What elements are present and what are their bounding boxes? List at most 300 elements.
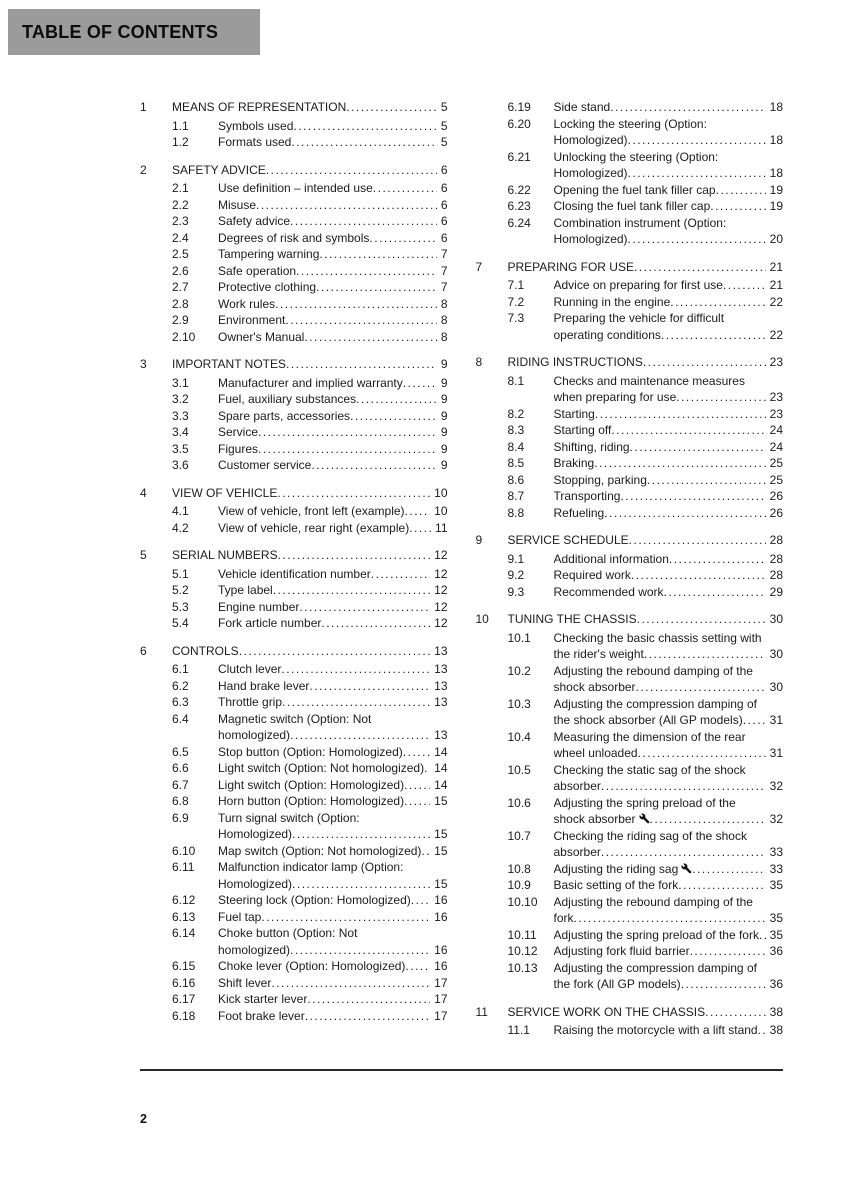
- toc-entry-title-text: Fuel tap: [218, 909, 262, 924]
- toc-entry-number: 6.14: [172, 926, 196, 940]
- toc-entry-page: 33: [769, 861, 783, 876]
- toc-entry-title-text: CONTROLS: [172, 643, 239, 658]
- toc-entry-title: [172, 485, 430, 502]
- toc-entry-number: 3.5: [172, 441, 189, 456]
- toc-entry-title-text: Shift lever: [218, 975, 272, 990]
- toc-entry: [476, 828, 784, 861]
- toc-entry-body: [218, 391, 448, 408]
- toc-entry-body: [218, 329, 448, 346]
- toc-entry-number: 2: [140, 162, 147, 177]
- toc-entry-title: [554, 422, 766, 439]
- toc-entry: [140, 246, 448, 263]
- toc-entry-title-text: Spare parts, accessories: [218, 408, 351, 423]
- toc-entry-page: 19: [769, 182, 783, 197]
- toc-entry: [140, 643, 448, 660]
- toc-entry-title: [554, 696, 766, 729]
- toc-entry-page: 5: [440, 100, 448, 114]
- toc-entry-title-text: Customer service: [218, 458, 312, 472]
- toc-entry-body: [554, 1022, 784, 1039]
- toc-entry-number: 5.4: [172, 616, 189, 630]
- toc-entry-title: [218, 615, 430, 632]
- toc-entry-number: 7: [475, 259, 483, 274]
- toc-entry: [476, 567, 784, 584]
- toc-entry-body: [554, 943, 784, 960]
- toc-entry-body: [554, 762, 784, 795]
- toc-entry-title-text: Vehicle identification number: [218, 566, 371, 581]
- toc-entry-title: [218, 582, 430, 599]
- toc-entry-number: 6.10: [172, 843, 196, 858]
- toc-entry-number: 1.1: [172, 118, 189, 133]
- toc-entry-body: [218, 1008, 448, 1025]
- toc-entry: [140, 793, 448, 810]
- toc-entry-body: [554, 455, 784, 472]
- toc-entry-page: 31: [769, 746, 783, 760]
- toc-entry: [140, 99, 448, 116]
- toc-entry-body: [218, 246, 448, 263]
- toc-entry-title: [218, 134, 437, 151]
- toc-entry-body: [554, 488, 784, 505]
- toc-entry-page: 36: [769, 977, 783, 991]
- toc-entry-page: 13: [434, 728, 448, 742]
- toc-entry-number: 6.8: [172, 794, 189, 808]
- toc-entry-page: 13: [434, 695, 448, 709]
- toc-entry-body: [508, 259, 784, 276]
- toc-entry-page: 14: [434, 777, 448, 792]
- toc-entry-number: 3.1: [172, 375, 189, 390]
- toc-entry-page: 12: [434, 583, 448, 597]
- toc-entry-body: [218, 859, 448, 892]
- toc-entry-title-text: TUNING THE CHASSIS: [507, 612, 637, 626]
- toc-entry-title-text: Running in the engine: [553, 294, 671, 309]
- toc-entry-number: 9.2: [507, 568, 525, 582]
- toc-entry: [476, 1022, 784, 1039]
- toc-entry-page: 30: [769, 680, 783, 694]
- toc-entry: [140, 375, 448, 392]
- toc-entry-page: 25: [769, 456, 783, 470]
- toc-entry-body: [172, 547, 448, 564]
- toc-entry-page: 36: [769, 944, 783, 958]
- toc-entry: [476, 422, 784, 439]
- toc-entry-number: 5: [140, 548, 147, 562]
- toc-entry-number: 3.4: [172, 425, 189, 439]
- toc-entry: [476, 762, 784, 795]
- toc-entry-page: 12: [434, 548, 448, 562]
- toc-entry: [476, 259, 784, 276]
- toc-entry-body: [218, 810, 448, 843]
- toc-entry-body: [218, 197, 448, 214]
- toc-entry-page: 16: [434, 909, 448, 924]
- toc-entry: [140, 503, 448, 520]
- toc-entry-page: 13: [434, 643, 448, 658]
- toc-entry-number: 6.17: [172, 992, 196, 1006]
- toc-entry-body: [554, 472, 784, 489]
- toc-entry-body: [554, 795, 784, 828]
- toc-entry-body: [172, 99, 448, 116]
- toc-entry: [140, 296, 448, 313]
- toc-entry-number: 6.23: [507, 199, 531, 213]
- toc-entry-number: 6.6: [172, 761, 189, 775]
- toc-entry-title-text: Adjusting the compression damping of the shock absorber (All GP models): [553, 696, 757, 727]
- toc-entry: [476, 439, 784, 456]
- toc-entry-body: [218, 843, 448, 860]
- toc-entry-title: [218, 744, 430, 761]
- toc-entry-page: 15: [434, 876, 448, 891]
- toc-entry-title: [554, 584, 766, 601]
- toc-entry: [476, 116, 784, 149]
- footer-page-number: 2: [140, 1112, 147, 1126]
- toc-entry-title: [218, 599, 430, 616]
- toc-entry: [140, 118, 448, 135]
- toc-entry-title: [554, 116, 766, 149]
- toc-entry-page: 30: [769, 647, 783, 661]
- toc-entry-number: 9.1: [507, 551, 525, 566]
- toc-entry-title-text: Checking the riding sag of the shock absorber: [553, 828, 747, 859]
- toc-entry-body: [218, 599, 448, 616]
- toc-entry-number: 6.12: [172, 893, 196, 907]
- toc-entry-title: [218, 246, 437, 263]
- toc-entry-title-text: Turn signal switch (Option: Homologized): [218, 810, 360, 841]
- toc-entry: [140, 760, 448, 777]
- toc-entry-title: [218, 408, 437, 425]
- toc-entry: [476, 310, 784, 343]
- toc-entry: [140, 180, 448, 197]
- toc-entry-body: [554, 406, 784, 423]
- toc-entry-title-text: Horn button (Option: Homologized): [218, 794, 405, 808]
- toc-entry: [476, 505, 784, 522]
- toc-entry-body: [554, 828, 784, 861]
- toc-entry-number: 10.2: [507, 663, 531, 678]
- toc-entry-page: 9: [440, 392, 448, 406]
- toc-entry-title: [554, 277, 766, 294]
- toc-entry-body: [554, 277, 784, 294]
- toc-entry-body: [508, 354, 784, 371]
- toc-entry-body: [218, 134, 448, 151]
- toc-entry: [476, 472, 784, 489]
- toc-entry-page: 20: [769, 232, 783, 246]
- toc-entry-page: 24: [769, 439, 783, 454]
- toc-entry-body: [218, 777, 448, 794]
- toc-entry-title-text: Kick starter lever: [218, 992, 308, 1006]
- toc-entry-number: 2.5: [172, 247, 189, 261]
- toc-entry: [140, 892, 448, 909]
- toc-entry-title: [554, 861, 766, 878]
- toc-entry-body: [218, 678, 448, 695]
- toc-entry-body: [508, 611, 784, 628]
- toc-entry-title: [172, 643, 430, 660]
- toc-entry-body: [554, 567, 784, 584]
- toc-entry: [140, 329, 448, 346]
- toc-entry-number: 6.18: [172, 1008, 196, 1023]
- toc-entry-title: [554, 1022, 766, 1039]
- toc-entry-title-text: Misuse: [218, 197, 257, 212]
- toc-entry-body: [554, 729, 784, 762]
- toc-entry-title: [218, 991, 430, 1008]
- toc-entry-number: 4: [140, 485, 147, 500]
- toc-entry-number: 8.1: [507, 373, 525, 388]
- toc-entry-title-text: Combination instrument (Option: Homologized): [553, 215, 727, 246]
- toc-entry: [140, 958, 448, 975]
- toc-entry-title-text: Checks and maintenance measures when preparing for use: [553, 373, 745, 404]
- toc-column: [140, 99, 448, 1039]
- toc-entry-page: 28: [769, 568, 783, 582]
- toc-entry-title: [554, 663, 766, 696]
- toc-entry-number: 9: [475, 533, 483, 547]
- toc-entry-number: 3: [140, 357, 147, 371]
- toc-entry-title-text: Closing the fuel tank filler cap: [553, 199, 711, 213]
- toc-entry: [476, 630, 784, 663]
- toc-entry-body: [172, 162, 448, 179]
- toc-entry-number: 3.3: [172, 408, 189, 423]
- toc-entry: [476, 373, 784, 406]
- toc-entry-page: 28: [769, 551, 783, 566]
- toc-entry-number: 6.24: [507, 215, 531, 230]
- toc-entry-title: [554, 828, 766, 861]
- toc-entry: [140, 197, 448, 214]
- toc-entry-title-text: Adjusting the compression damping of the fork (All GP models): [553, 960, 757, 991]
- toc-entry-title: [554, 927, 766, 944]
- toc-entry-title: [218, 678, 430, 695]
- toc-entry-title-text: Degrees of risk and symbols: [218, 230, 370, 245]
- toc-entry-number: 6.5: [172, 744, 189, 759]
- toc-entry-body: [218, 925, 448, 958]
- toc-entry-title: [218, 810, 430, 843]
- toc-entry-number: 8.3: [507, 423, 525, 437]
- toc-entry-number: 6.7: [172, 777, 189, 792]
- toc-entry-body: [554, 215, 784, 248]
- toc-entry: [476, 182, 784, 199]
- toc-entry-title-text: Adjusting fork fluid barrier: [553, 944, 690, 958]
- toc-entry-body: [172, 643, 448, 660]
- toc-entry-number: 2.8: [172, 296, 189, 311]
- toc-entry-body: [554, 294, 784, 311]
- toc-entry-page: 16: [434, 893, 448, 907]
- toc-entry: [140, 582, 448, 599]
- toc-entry-page: 5: [440, 135, 448, 149]
- toc-entry-number: 6.16: [172, 975, 196, 990]
- toc-entry-title-text: Type label: [218, 583, 273, 597]
- toc-entry-body: [218, 230, 448, 247]
- toc-entry-title: [218, 566, 430, 583]
- toc-entry-number: 6.21: [507, 149, 531, 164]
- toc-entry-body: [554, 422, 784, 439]
- toc-entry-body: [172, 485, 448, 502]
- toc-entry: [476, 894, 784, 927]
- toc-entry: [140, 547, 448, 564]
- toc-entry-body: [554, 630, 784, 663]
- toc-entry-number: 2.4: [172, 230, 189, 245]
- toc-entry-page: 11: [435, 520, 448, 535]
- toc-entry-number: 10.12: [507, 944, 538, 958]
- toc-entry-page: 9: [440, 441, 448, 456]
- toc-entry-title-text: SERIAL NUMBERS: [172, 548, 278, 562]
- toc-entry-number: 5.2: [172, 583, 189, 597]
- toc-entry-body: [218, 582, 448, 599]
- toc-entry-number: 7.2: [507, 294, 525, 309]
- toc-entry-title-text: Braking: [553, 456, 595, 470]
- toc-entry-title-text: Owner's Manual: [218, 329, 305, 344]
- toc-entry-title: [218, 312, 437, 329]
- toc-entry-number: 6.2: [172, 678, 189, 693]
- toc-entry-title-text: Service: [218, 425, 259, 439]
- toc-entry-title: [554, 406, 766, 423]
- toc-entry-title: [554, 630, 766, 663]
- toc-entry: [476, 729, 784, 762]
- toc-entry: [476, 877, 784, 894]
- toc-entry-page: 16: [434, 959, 448, 973]
- toc-entry-number: 7.3: [507, 311, 525, 325]
- toc-entry-body: [218, 694, 448, 711]
- toc-entry-body: [554, 584, 784, 601]
- toc-entry-page: 35: [769, 878, 783, 892]
- toc-entry-title: [218, 520, 431, 537]
- toc-entry-title: [218, 296, 437, 313]
- toc-entry-number: 2.1: [172, 181, 189, 195]
- toc-entry-number: 8.7: [507, 489, 525, 503]
- toc-entry-page: 17: [434, 975, 448, 990]
- toc-entry-body: [554, 927, 784, 944]
- toc-entry: [140, 520, 448, 537]
- toc-entry-title: [218, 424, 437, 441]
- toc-entry-number: 2.10: [172, 329, 196, 344]
- toc-entry: [140, 424, 448, 441]
- toc-entry-number: 6.1: [172, 662, 189, 676]
- toc-entry-title: [554, 943, 766, 960]
- toc-entry-number: 6.11: [172, 860, 195, 874]
- toc-entry-title-text: Fuel, auxiliary substances: [218, 392, 357, 406]
- toc-entry-body: [554, 149, 784, 182]
- toc-entry-title: [218, 760, 430, 777]
- toc-entry: [140, 408, 448, 425]
- toc-entry: [476, 943, 784, 960]
- toc-entry-page: 9: [440, 408, 448, 423]
- footer-rule: [140, 1069, 783, 1071]
- toc-entry: [140, 441, 448, 458]
- toc-entry: [476, 696, 784, 729]
- toc-entry-title-text: Stopping, parking: [553, 472, 647, 487]
- toc-entry-title: [554, 310, 766, 343]
- toc-entry-title-text: Refueling: [553, 505, 605, 520]
- toc-entry-page: 7: [440, 280, 448, 294]
- toc-entry: [140, 312, 448, 329]
- toc-entry-title-text: Steering lock (Option: Homologized): [218, 893, 411, 907]
- toc-entry-body: [218, 279, 448, 296]
- toc-entry-title-text: Adjusting the spring preload of the fork: [553, 927, 759, 942]
- toc-entry-title: [554, 215, 766, 248]
- toc-entry-title: [554, 551, 766, 568]
- toc-entry-page: 15: [434, 827, 448, 841]
- toc-entry: [476, 584, 784, 601]
- toc-entry-number: 11: [475, 1004, 488, 1019]
- toc-entry-title: [218, 391, 437, 408]
- toc-entry: [140, 909, 448, 926]
- toc-entry-body: [218, 892, 448, 909]
- toc-entry-body: [218, 760, 448, 777]
- toc-entry-title: [554, 567, 766, 584]
- toc-entry-number: 8.6: [507, 472, 525, 487]
- toc-entry-page: 23: [769, 355, 783, 369]
- toc-entry-number: 1: [140, 100, 147, 114]
- toc-entry-body: [554, 894, 784, 927]
- toc-entry-title-text: Adjusting the rebound damping of the shock absorber: [553, 663, 753, 694]
- toc-entry: [476, 927, 784, 944]
- toc-entry-page: 30: [769, 612, 783, 626]
- toc-entry-page: 6: [440, 214, 448, 228]
- toc-entry: [476, 488, 784, 505]
- toc-entry-number: 8.5: [507, 456, 525, 470]
- toc-content: [140, 99, 783, 1039]
- toc-entry: [140, 694, 448, 711]
- toc-entry-body: [218, 263, 448, 280]
- toc-entry: [140, 599, 448, 616]
- toc-entry-title-text: Shifting, riding: [553, 439, 630, 454]
- toc-entry-number: 6.4: [172, 711, 189, 726]
- toc-entry-title: [554, 762, 766, 795]
- toc-entry-title: [508, 259, 766, 276]
- toc-entry-number: 2.6: [172, 263, 189, 278]
- toc-entry-page: 6: [440, 197, 448, 212]
- toc-entry-body: [218, 793, 448, 810]
- toc-entry-number: 8.2: [507, 406, 525, 421]
- toc-entry-title: [218, 859, 430, 892]
- toc-entry-page: 19: [769, 199, 783, 213]
- toc-entry-title-text: Throttle grip: [218, 695, 283, 709]
- toc-entry-title-text: Malfunction indicator lamp (Option: Homologized): [218, 860, 404, 891]
- toc-entry-page: 7: [440, 247, 448, 261]
- toc-entry-body: [554, 439, 784, 456]
- toc-entry-title-text: SERVICE WORK ON THE CHASSIS: [507, 1004, 706, 1019]
- toc-entry-body: [218, 566, 448, 583]
- toc-entry-title-text: Foot brake lever: [218, 1008, 305, 1023]
- toc-entry-title-text: Safety advice: [218, 214, 291, 228]
- toc-entry: [140, 485, 448, 502]
- toc-entry-number: 6.13: [172, 909, 196, 924]
- toc-entry-page: 15: [434, 794, 448, 808]
- toc-entry-title-text: SERVICE SCHEDULE: [507, 533, 629, 547]
- toc-entry-body: [218, 991, 448, 1008]
- toc-entry-title: [508, 354, 766, 371]
- toc-entry-number: 6: [140, 643, 147, 658]
- toc-entry-body: [554, 310, 784, 343]
- toc-entry-title: [554, 729, 766, 762]
- toc-entry-number: 5.1: [172, 566, 189, 581]
- toc-entry-body: [218, 213, 448, 230]
- toc-entry-body: [554, 116, 784, 149]
- toc-entry-title: [218, 975, 430, 992]
- toc-entry-body: [172, 356, 448, 373]
- toc-entry: [476, 294, 784, 311]
- toc-entry-number: 10.1: [507, 630, 531, 645]
- toc-entry-number: 6.9: [172, 810, 189, 825]
- toc-entry: [140, 615, 448, 632]
- toc-entry-title: [218, 230, 437, 247]
- toc-entry-title: [554, 99, 766, 116]
- toc-entry-title: [172, 162, 437, 179]
- toc-entry-title: [554, 182, 766, 199]
- toc-entry: [476, 861, 784, 878]
- toc-entry-title-text: Side stand: [553, 100, 611, 114]
- toc-entry-title: [554, 455, 766, 472]
- toc-entry-title-text: Choke button (Option: Not homologized): [218, 926, 358, 957]
- toc-entry-number: 10.5: [507, 762, 531, 777]
- toc-entry-page: 23: [769, 406, 783, 421]
- page-title: TABLE OF CONTENTS: [22, 21, 219, 42]
- toc-entry-title-text: Checking the basic chassis setting with the rider's weight: [553, 630, 762, 661]
- toc-entry-title: [508, 1004, 766, 1021]
- toc-entry-title: [218, 457, 437, 474]
- toc-entry-page: 26: [769, 505, 783, 520]
- toc-entry: [140, 134, 448, 151]
- toc-entry-title-text: View of vehicle, rear right (example): [218, 520, 410, 535]
